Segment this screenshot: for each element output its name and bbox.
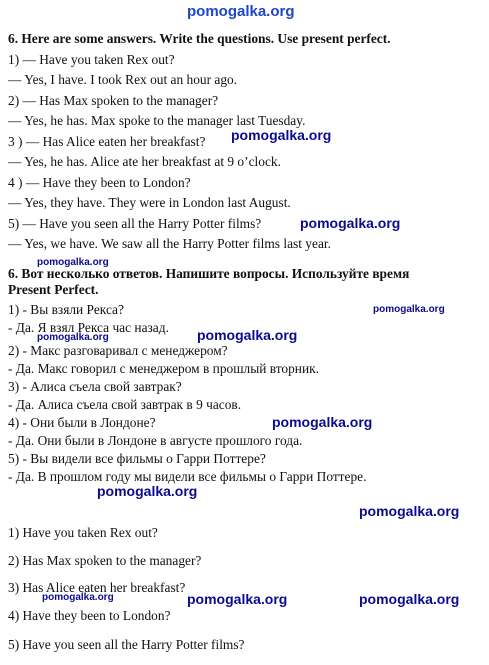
watermark: pomogalka.org [300, 215, 401, 231]
russian-heading-line-2: Present Perfect. [8, 282, 99, 297]
english-line-8: — Yes, they have. They were in London last August. [8, 195, 291, 210]
answer-line-5: 5) Have you seen all the Harry Potter films? [8, 637, 245, 652]
english-line-3: 2) — Has Max spoken to the manager? [8, 93, 219, 108]
watermark: pomogalka.org [231, 127, 332, 143]
english-line-7: 4 ) — Have they been to London? [8, 175, 191, 190]
russian-line-2: - Да. Я взял Рекса час назад. [8, 320, 169, 335]
russian-line-3: 2) - Макс разговаривал с менеджером? [8, 343, 228, 358]
watermark: pomogalka.org [373, 304, 445, 315]
answer-line-2: 2) Has Max spoken to the manager? [8, 553, 202, 568]
english-line-10: — Yes, we have. We saw all the Harry Potter films last year. [8, 236, 331, 251]
watermark: pomogalka.org [272, 414, 373, 430]
watermark-top: pomogalka.org [187, 3, 295, 20]
russian-line-10: - Да. В прошлом году мы видели все фильмы о Гарри Поттере. [8, 469, 367, 484]
russian-line-6: - Да. Алиса съела свой завтрак в 9 часов. [8, 397, 242, 412]
english-line-9: 5) — Have you seen all the Harry Potter films? [8, 216, 262, 231]
english-line-5: 3 ) — Has Alice eaten her breakfast? [8, 134, 206, 149]
russian-line-4: - Да. Макс говорил с менеджером в прошлый вторник. [8, 361, 319, 376]
watermark: pomogalka.org [42, 592, 114, 603]
english-line-6: — Yes, he has. Alice ate her breakfast at 9 o’clock. [8, 154, 281, 169]
watermark: pomogalka.org [187, 591, 288, 607]
watermark: pomogalka.org [97, 483, 198, 499]
russian-line-8: - Да. Они были в Лондоне в августе прошлого года. [8, 433, 303, 448]
watermark: pomogalka.org [37, 257, 109, 268]
answer-line-4: 4) Have they been to London? [8, 608, 171, 623]
russian-heading-line-1: 6. Вот несколько ответов. Напишите вопросы. Используйте время [8, 266, 410, 281]
watermark: pomogalka.org [359, 503, 460, 519]
watermark: pomogalka.org [37, 332, 109, 343]
russian-line-5: 3) - Алиса съела свой завтрак? [8, 379, 182, 394]
russian-line-1: 1) - Вы взяли Рекса? [8, 302, 124, 317]
russian-line-9: 5) - Вы видели все фильмы о Гарри Поттере? [8, 451, 266, 466]
english-heading: 6. Here are some answers. Write the questions. Use present perfect. [8, 31, 391, 46]
watermark: pomogalka.org [197, 327, 298, 343]
answer-line-1: 1) Have you taken Rex out? [8, 525, 158, 540]
answer-line-3: 3) Has Alice eaten her breakfast? [8, 580, 186, 595]
english-line-1: 1) — Have you taken Rex out? [8, 52, 175, 67]
watermark: pomogalka.org [359, 591, 460, 607]
russian-line-7: 4) - Они были в Лондоне? [8, 415, 156, 430]
english-line-2: — Yes, I have. I took Rex out an hour ago. [8, 72, 238, 87]
english-line-4: — Yes, he has. Max spoke to the manager last Tuesday. [8, 113, 306, 128]
